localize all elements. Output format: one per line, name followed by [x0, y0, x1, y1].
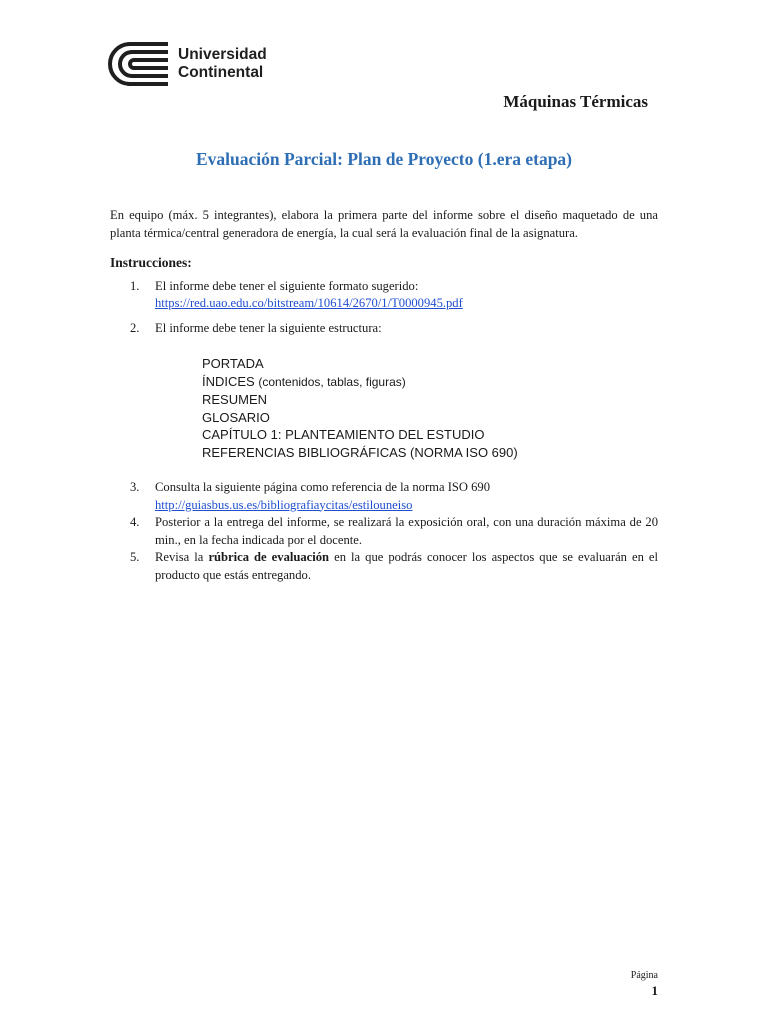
step-4-text: Posterior a la entrega del informe, se realizará la exposición oral, con una duración máxima de 20 min., en la fecha indicada por el docente. — [155, 515, 658, 547]
step-3-text: Consulta la siguiente página como referencia de la norma ISO 690 — [155, 480, 491, 494]
list-item — [110, 514, 658, 549]
structure-item: GLOSARIO — [202, 409, 270, 425]
structure-item-detail: (contenidos, tablas, figuras) — [258, 374, 406, 389]
course-name: Máquinas Térmicas — [503, 92, 648, 111]
list-number: 2. — [130, 320, 140, 335]
logo-wordmark — [178, 46, 267, 82]
step-2-text: El informe debe tener la siguiente estructura: — [155, 320, 382, 335]
list-item — [110, 278, 658, 313]
instructions-list — [110, 278, 658, 338]
structure-item-main: ÍNDICES — [202, 373, 255, 389]
structure-item: REFERENCIAS BIBLIOGRÁFICAS (NORMA ISO 690) — [202, 444, 518, 460]
structure-item: RESUMEN — [202, 392, 268, 407]
instructions-list-continued — [110, 479, 658, 584]
intro-paragraph: En equipo (máx. 5 integrantes), elabora la primera parte del informe sobre el diseño maquetado de una planta térmica/central generadora de energía, la cual será la evaluación final de la asignatura. — [110, 208, 658, 240]
list-item — [110, 320, 658, 338]
rubric-emphasis: rúbrica de evaluación — [208, 550, 330, 564]
document-body — [110, 207, 658, 584]
list-item — [110, 549, 658, 584]
footer-page-label: Página — [630, 970, 658, 981]
footer-page-number: 1 — [651, 983, 658, 998]
step-5-post: en la que podrás conocer los aspectos que se evaluarán en el producto que estás entregando. — [155, 550, 659, 582]
list-number: 5. — [130, 550, 140, 564]
report-structure — [202, 355, 658, 461]
step-1-text: El informe debe tener el siguiente formato sugerido: — [155, 278, 419, 293]
list-item — [110, 479, 658, 514]
logo-line-1: Universidad — [178, 46, 267, 63]
format-link[interactable]: https://red.uao.edu.co/bitstream/10614/2670/1/T0000945.pdf — [155, 296, 463, 310]
structure-item: CAPÍTULO 1: PLANTEAMIENTO DEL ESTUDIO — [202, 427, 485, 442]
step-5-pre: Revisa la — [155, 550, 204, 564]
list-number: 1. — [130, 278, 140, 293]
instructions-heading: Instrucciones: — [110, 255, 192, 270]
iso-link[interactable]: http://guiasbus.us.es/bibliografiaycitas/estilouneiso — [155, 497, 413, 512]
structure-item: PORTADA — [202, 356, 264, 371]
university-logo-icon — [108, 40, 170, 88]
logo-line-2: Continental — [178, 64, 264, 81]
structure-item — [202, 373, 658, 392]
list-number: 3. — [130, 480, 140, 494]
university-logo — [108, 40, 267, 88]
page-title: Evaluación Parcial: Plan de Proyecto (1.era etapa) — [195, 149, 573, 169]
list-number: 4. — [130, 515, 140, 529]
